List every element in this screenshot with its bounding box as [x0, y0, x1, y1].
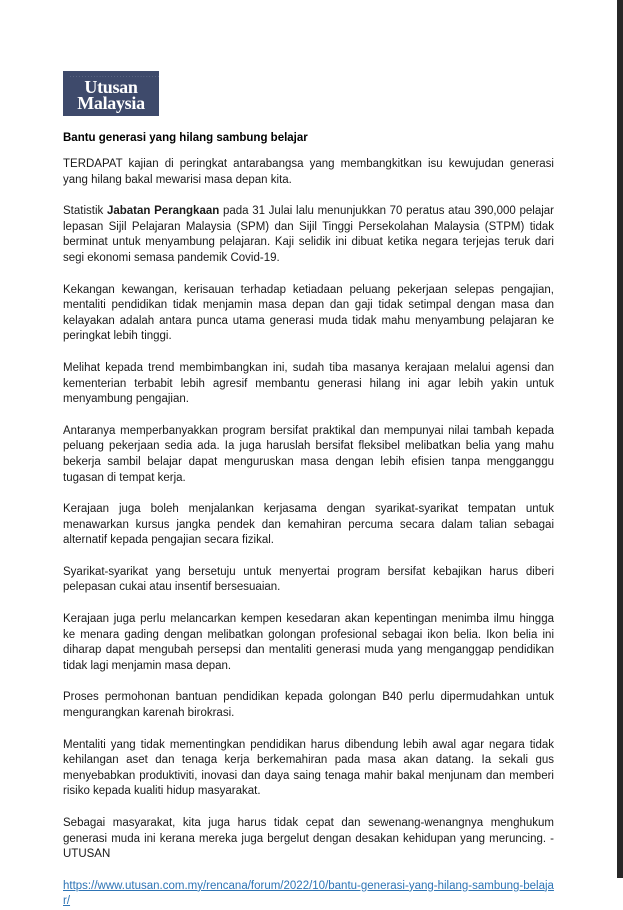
paragraph-7: Syarikat-syarikat yang bersetuju untuk menyertai program bersifat kebajikan harus diberi pelepasan cukai atau insentif bersesuaian. [63, 565, 554, 594]
page-right-edge [617, 0, 623, 878]
paragraph-6: Kerajaan juga boleh menjalankan kerjasama dengan syarikat-syarikat tempatan untuk menawarkan kursus jangka pendek dan kemahiran percuma secara dalam talian sebagai alternatif kepada pengajian secara fizikal. [63, 503, 554, 547]
paragraph-3: Kekangan kewangan, kerisauan terhadap ketiadaan peluang pekerjaan selepas pengajian, mentaliti pendidikan tidak menjamin masa depan dan gaji tidak setimpal dengan masa dan kelayakan adalah antara punca utama generasi muda tidak mahu menyambung pelajaran ke peringkat lebih tinggi. [63, 283, 554, 343]
paragraph-1: TERDAPAT kajian di peringkat antarabangsa yang membangkitkan isu kewujudan generasi yang hilang bakal mewarisi masa depan kita. [63, 158, 554, 186]
paragraph-11: Sebagai masyarakat, kita juga harus tidak cepat dan sewenang-wenangnya menghukum generasi muda ini kerana mereka juga bergelut dengan desakan kehidupan yang meruncing. -UTUSAN [63, 817, 554, 861]
paragraph-2-pre: Statistik [63, 205, 107, 218]
paragraph-2 [63, 204, 554, 266]
paragraph-2-bold: Jabatan Perangkaan [106, 205, 220, 218]
article-headline: Bantu generasi yang hilang sambung belajar [63, 132, 308, 144]
paragraph-5: Antaranya memperbanyakkan program bersifat praktikal dan mempunyai nilai tambah kepada peluang pekerjaan sedia ada. Ia juga haruslah bersifat fleksibel melibatkan belia yang mahu bekerja sambil belajar dapat menguruskan masa dengan lebih efisien tanpa mengganggu tugasan di tempat kerja. [63, 424, 554, 484]
source-link-line [63, 879, 554, 910]
logo-tagline: ······························· [70, 74, 161, 79]
logo-line-utusan: Utusan [84, 77, 138, 97]
paragraph-8: Kerajaan juga perlu melancarkan kempen kesedaran akan kepentingan menimba ilmu hingga ke menara gading dengan melibatkan golongan profesional sebagai ikon belia. Ikon belia ini diharap dapat mengubah persepsi dan mentaliti generasi muda yang menganggap pendidikan tidak lagi menjamin masa depan. [63, 613, 554, 672]
article-content [63, 71, 554, 910]
paragraph-10: Mentaliti yang tidak mementingkan pendidikan harus dibendung lebih awal agar negara tidak kehilangan aset dan tenaga kerja berkemahiran pada masa akan datang. Ia sekali gus menyebabkan produktiviti, inovasi dan daya saing tenaga mahir bakal menjunam dan memberi risiko kepada kualiti hidup masyarakat. [63, 738, 554, 798]
article-url-link[interactable]: https://www.utusan.com.my/rencana/forum/2022/10/bantu-generasi-yang-hilang-sambung-belajar/ [63, 879, 554, 908]
logo-line-malaysia: Malaysia [77, 93, 145, 113]
paragraph-9: Proses permohonan bantuan pendidikan kepada golongan B40 perlu dipermudahkan untuk mengurangkan karenah birokrasi. [63, 691, 554, 720]
paragraph-4: Melihat kepada trend membimbangkan ini, sudah tiba masanya kerajaan melalui agensi dan kementerian terbabit lebih agresif membantu generasi hilang ini agar lebih yakin untuk menyambung pengajian. [63, 361, 554, 406]
utusan-malaysia-logo [63, 71, 159, 116]
paragraph-2-post: pada 31 Julai lalu menunjukkan 70 peratus atau 390,000 pelajar lepasan Sijil Pelajaran Malaysia (SPM) dan Sijil Tinggi Persekolahan Malaysia (STPM) tidak berminat untuk menyambung pelajaran. Kaji selidik ini dibuat ketika negara terjejas teruk dari segi ekonomi semasa pandemik Covid-19. [63, 205, 554, 264]
